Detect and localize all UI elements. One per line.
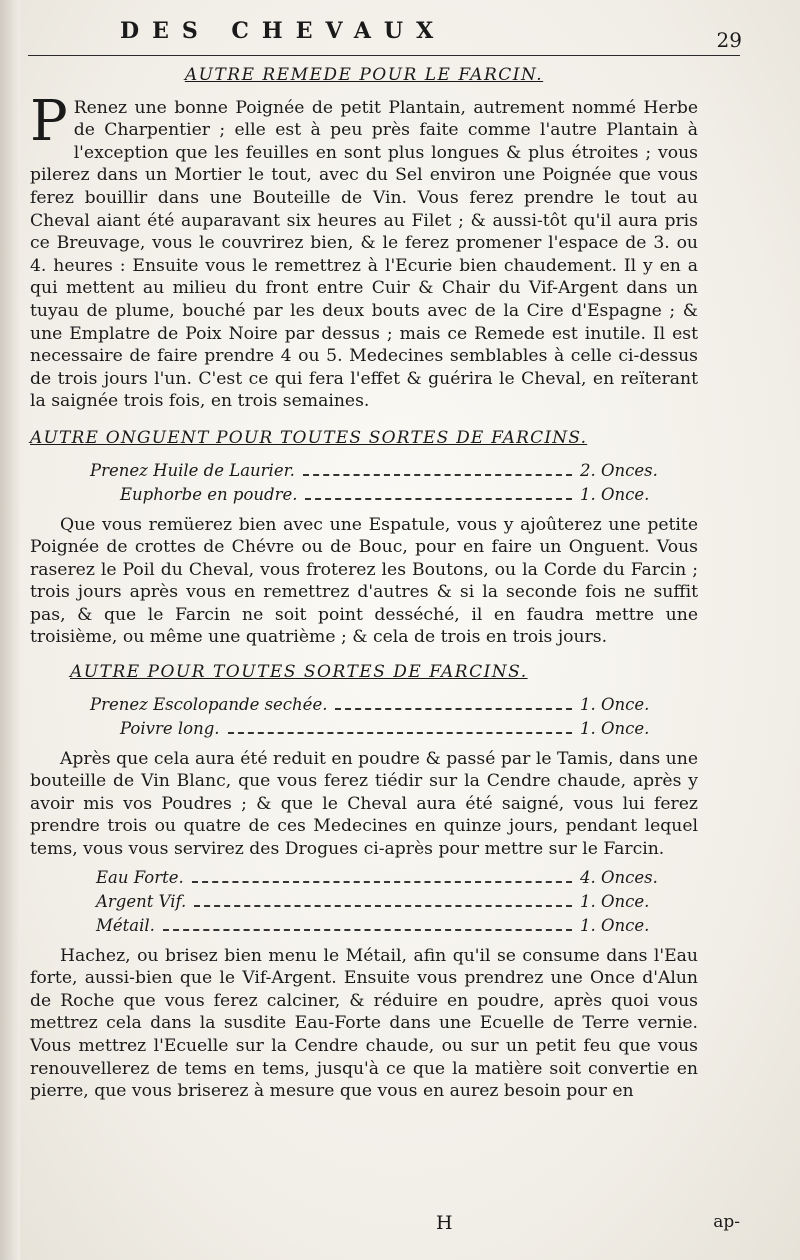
ingredient-row: [30, 891, 698, 915]
leader-dashes: [305, 486, 572, 500]
paragraph-autre: Après que cela aura été reduit en poudre & passé par le Tamis, dans une bouteille de Vin Blanc, que vous ferez tiédir sur la Cendre chaude, après y avoir mis vos Poudres ; & que le Cheval aura été saigné, vous lui ferez prendre trois ou quatre de ces Medecines en quinze jours, pendant lequel tems, vous vous servirez des Drogues ci-après pour mettre sur le Farcin.: [30, 748, 698, 860]
page-gutter-shadow: [0, 0, 20, 1260]
ingredient-name: Argent Vif.: [96, 891, 187, 911]
ingredient-name: Poivre long.: [120, 718, 220, 738]
ingredient-name: Prenez Huile de Laurier.: [90, 460, 295, 480]
ingredient-quantity: 4. Onces.: [580, 867, 658, 887]
section-title-remede-farcin: AUTRE REMEDE POUR LE FARCIN.: [184, 65, 544, 85]
leader-dashes: [228, 720, 572, 734]
ingredient-row: [30, 460, 698, 484]
drop-cap: P: [30, 88, 68, 154]
section-title-onguent: AUTRE ONGUENT POUR TOUTES SORTES DE FARCINS.: [30, 427, 588, 448]
page-number: 29: [716, 28, 742, 52]
ingredient-list-drogues: [30, 867, 698, 939]
ingredient-quantity: 1. Once.: [580, 718, 650, 738]
running-head: DES CHEVAUX: [120, 18, 447, 44]
ingredient-list-autre: [30, 694, 698, 742]
section-title-autre-farcins: AUTRE POUR TOUTES SORTES DE FARCINS.: [70, 662, 528, 683]
header-rule: [28, 55, 740, 56]
leader-dashes: [303, 462, 572, 476]
page-content: [30, 64, 698, 1103]
ingredient-row: [30, 915, 698, 939]
ingredient-row: [30, 694, 698, 718]
catchword: ap-: [713, 1212, 740, 1232]
paragraph-onguent: Que vous remüerez bien avec une Espatule, vous y ajoûterez une petite Poignée de crottes de Chévre ou de Bouc, pour en faire un Onguent. Vous raserez le Poil du Cheval, vous froterez les Boutons, ou la Corde du Farcin ; trois jours après vous en remettrez d'autres & si la seconde fois ne suffit pas, & que le Farcin ne soit point desséché, il en faudra mettre une troisième, ou même une quatrième ; & cela de trois en trois jours.: [30, 514, 698, 648]
ingredient-quantity: 2. Onces.: [580, 460, 658, 480]
ingredient-row: [30, 718, 698, 742]
ingredient-quantity: 1. Once.: [580, 891, 650, 911]
ingredient-name: Eau Forte.: [96, 867, 184, 887]
paragraph-preparation: Hachez, ou brisez bien menu le Métail, afin qu'il se consume dans l'Eau forte, aussi-bien que le Vif-Argent. Ensuite vous prendrez une Once d'Alun de Roche que vous ferez calciner, & réduire en poudre, après quoi vous mettrez cela dans la susdite Eau-Forte dans une Ecuelle de Terre vernie. Vous mettrez l'Ecuelle sur la Cendre chaude, ou sur un petit feu que vous renouvellerez de tems en tems, jusqu'à ce que la matière soit convertie en pierre, que vous briserez à mesure que vous en aurez besoin pour en: [30, 945, 698, 1102]
ingredient-name: Métail.: [96, 915, 155, 935]
ingredient-row: [30, 867, 698, 891]
leader-dashes: [192, 869, 572, 883]
ingredient-quantity: 1. Once.: [580, 694, 650, 714]
leader-dashes: [163, 917, 572, 931]
leader-dashes: [194, 893, 572, 907]
paragraph-remede: [30, 88, 698, 413]
ingredient-quantity: 1. Once.: [580, 484, 650, 504]
ingredient-name: Prenez Escolopande sechée.: [90, 694, 328, 714]
ingredient-name: Euphorbe en poudre.: [120, 484, 298, 504]
paragraph-remede-text: Renez une bonne Poignée de petit Plantain, autrement nommé Herbe de Charpentier ; elle est à peu près faite comme l'autre Plantain à l'exception que les feuilles en sont plus longues & plus étroites ; vous pilerez dans un Mortier le tout, avec du Sel environ une Poignée que vous ferez bouillir dans une Bouteille de Vin. Vous ferez prendre le tout au Cheval aiant été auparavant six heures au Filet ; & aussi-tôt qu'il aura pris ce Breuvage, vous le couvrirez bien, & le ferez promener l'espace de 3. ou 4. heures : Ensuite vous le remettrez à l'Ecurie bien chaudement. Il y en a qui mettent au milieu du front entre Cuir & Chair du Vif-Argent dans un tuyau de plume, bouché par les deux bouts avec de la Cire d'Espagne ; & une Emplatre de Poix Noire par dessus ; mais ce Remede est inutile. Il est necessaire de faire prendre 4 ou 5. Medecines semblables à celle ci-dessus de trois jours l'un. C'est ce qui fera l'effet & guérira le Cheval, en reïterant la saignée trois fois, en trois semaines.: [30, 97, 698, 412]
ingredient-row: [30, 484, 698, 508]
ingredient-list-onguent: [30, 460, 698, 508]
ingredient-quantity: 1. Once.: [580, 915, 650, 935]
signature-mark: H: [436, 1212, 453, 1234]
leader-dashes: [335, 696, 572, 710]
